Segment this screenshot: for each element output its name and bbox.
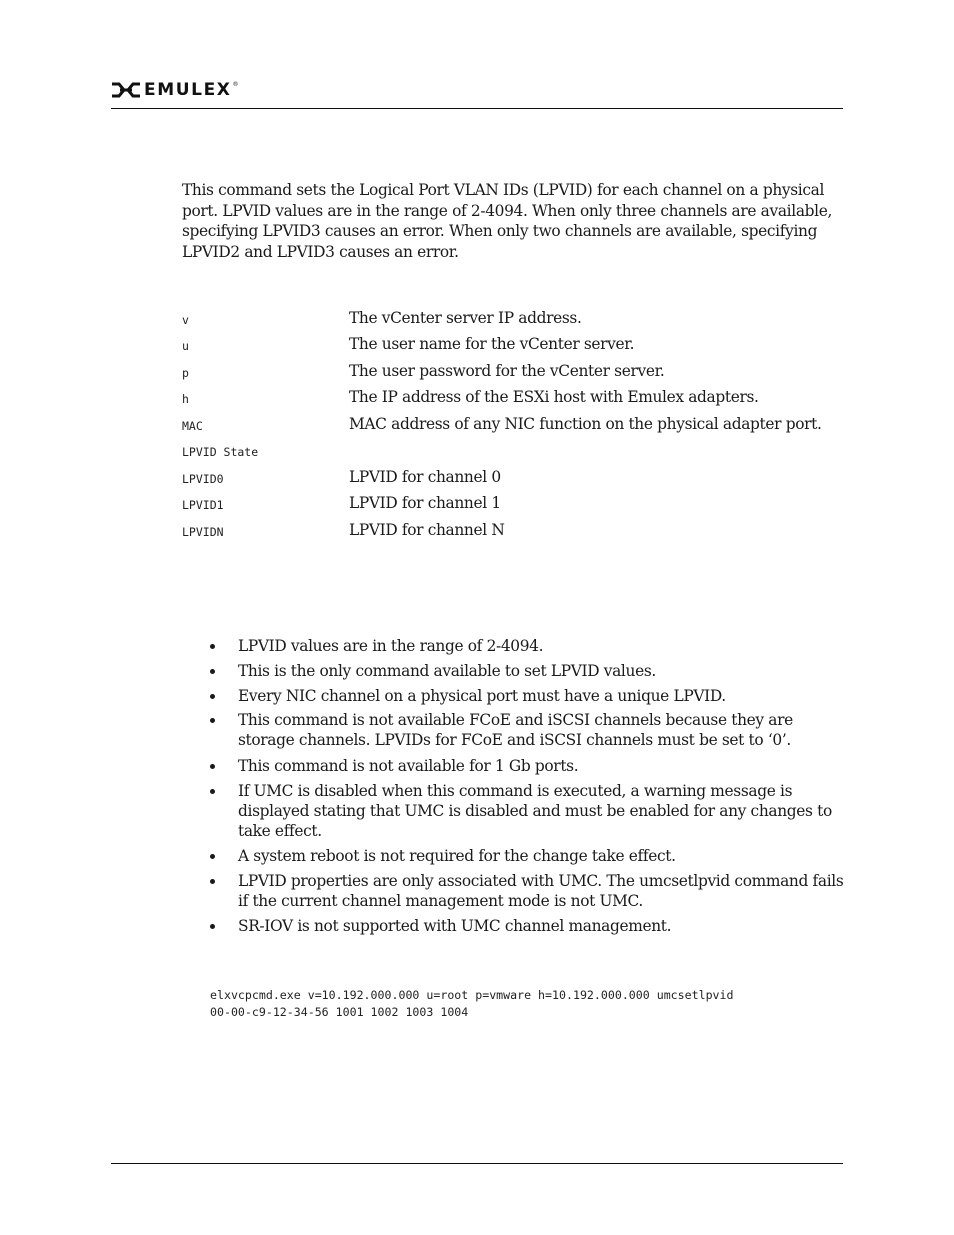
bullet-icon bbox=[210, 789, 215, 794]
parameter-row bbox=[182, 388, 842, 410]
note-text: SR-IOV is not supported with UMC channel management. bbox=[238, 917, 672, 935]
header-rule bbox=[111, 108, 843, 109]
bullet-icon bbox=[210, 854, 215, 859]
parameter-name: u bbox=[182, 339, 189, 353]
example-line-2: 00-00-c9-12-34-56 1001 1002 1003 1004 bbox=[210, 1004, 469, 1019]
parameter-row bbox=[182, 309, 842, 331]
note-text: This command is not available for 1 Gb ports. bbox=[238, 757, 579, 775]
parameter-description: LPVID for channel 0 bbox=[349, 468, 501, 486]
example-command bbox=[210, 987, 850, 1020]
note-text: LPVID properties are only associated with UMC. The umcsetlpvid command fails if the current channel management mode is not UMC. bbox=[238, 872, 844, 911]
bullet-icon bbox=[210, 718, 215, 723]
parameter-description: LPVID for channel N bbox=[349, 521, 505, 539]
parameter-row bbox=[182, 521, 842, 543]
bullet-icon bbox=[210, 644, 215, 649]
parameter-description: The vCenter server IP address. bbox=[349, 309, 582, 327]
note-text: LPVID values are in the range of 2-4094. bbox=[238, 637, 544, 655]
footer-rule bbox=[111, 1163, 843, 1164]
note-text: This command is not available FCoE and iSCSI channels because they are storage channels. LPVIDs for FCoE and iSCSI channels must be set to ‘0’. bbox=[238, 711, 793, 750]
parameter-description: LPVID for channel 1 bbox=[349, 494, 501, 512]
parameter-row bbox=[182, 335, 842, 357]
parameter-name: h bbox=[182, 392, 189, 406]
bullet-icon bbox=[210, 694, 215, 699]
parameter-name: p bbox=[182, 366, 189, 380]
parameter-description: The user password for the vCenter server. bbox=[349, 362, 665, 380]
logo-trademark: ® bbox=[232, 81, 239, 88]
example-line-1: elxvcpcmd.exe v=10.192.000.000 u=root p=vmware h=10.192.000.000 umcsetlpvid bbox=[210, 988, 734, 1002]
parameter-row bbox=[182, 415, 842, 437]
parameter-name: LPVID State bbox=[182, 445, 259, 459]
parameter-name: LPVIDN bbox=[182, 525, 224, 539]
parameter-name: v bbox=[182, 313, 189, 327]
emulex-logo-mark-icon bbox=[111, 81, 141, 99]
parameter-name: LPVID1 bbox=[182, 498, 224, 512]
parameter-description: MAC address of any NIC function on the physical adapter port. bbox=[349, 415, 822, 433]
note-text: This is the only command available to set LPVID values. bbox=[238, 662, 656, 680]
note-text: A system reboot is not required for the change take effect. bbox=[238, 847, 676, 865]
parameter-row bbox=[182, 494, 842, 516]
parameter-row bbox=[182, 441, 842, 463]
parameter-name: MAC bbox=[182, 419, 203, 433]
bullet-icon bbox=[210, 764, 215, 769]
parameter-description: The IP address of the ESXi host with Emulex adapters. bbox=[349, 388, 759, 406]
intro-paragraph: This command sets the Logical Port VLAN IDs (LPVID) for each channel on a physical port. LPVID values are in the range of 2-4094. When only three channels are available, specifying LPVID3 causes an error. When only two channels are available, specifying LPVID2 and LPVID3 causes an error. bbox=[182, 181, 833, 261]
parameter-description: The user name for the vCenter server. bbox=[349, 335, 635, 353]
bullet-icon bbox=[210, 924, 215, 929]
bullet-icon bbox=[210, 669, 215, 674]
note-text: If UMC is disabled when this command is executed, a warning message is displayed stating that UMC is disabled and must be enabled for any changes to take effect. bbox=[238, 782, 832, 841]
bullet-icon bbox=[210, 879, 215, 884]
emulex-logo bbox=[111, 80, 239, 100]
note-text: Every NIC channel on a physical port must have a unique LPVID. bbox=[238, 687, 726, 705]
parameter-row bbox=[182, 468, 842, 490]
parameter-row bbox=[182, 362, 842, 384]
logo-text: EMULEX bbox=[144, 80, 232, 100]
parameter-name: LPVID0 bbox=[182, 472, 224, 486]
